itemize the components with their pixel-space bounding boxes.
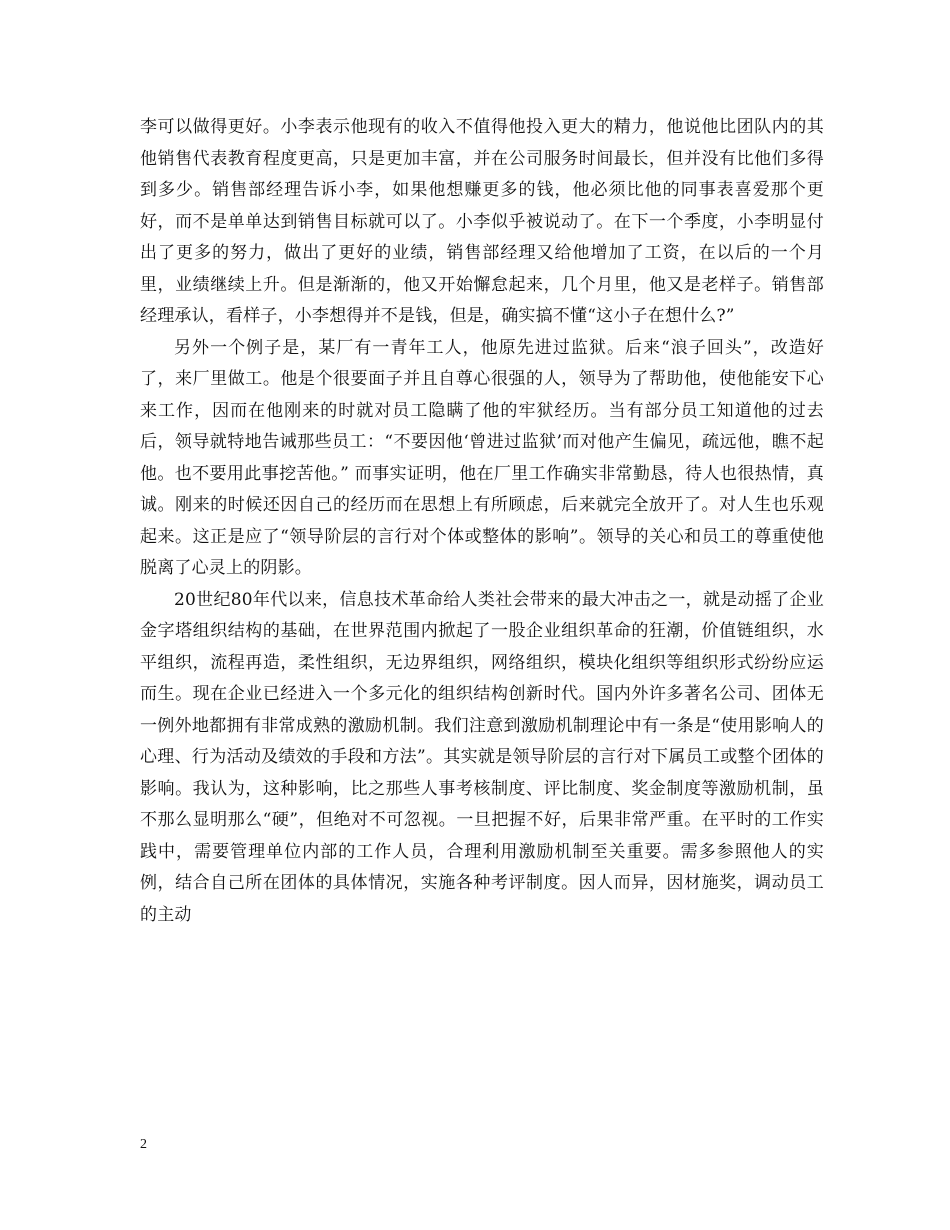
paragraph-continued: 李可以做得更好。小李表示他现有的收入不值得他投入更大的精力，他说他比团队内的其他销售代表教育程度更高，只是更加丰富，并在公司服务时间最长，但并没有比他们多得到多少。销售部经理告诉小李，如果他想赚更多的钱，他必须比他的同事表喜爱那个更好，而不是单单达到销售目标就可以了。小李似乎被说动了。在下一个季度，小李明显付出了更多的努力，做出了更好的业绩，销售部经理又给他增加了工资，在以后的一个月里，业绩继续上升。但是渐渐的，他又开始懈怠起来，几个月里，他又是老样子。销售部经理承认，看样子，小李想得并不是钱，但是，确实搞不懂“这小子在想什么?”	[140, 117, 824, 326]
page-number: 2	[140, 1137, 147, 1152]
paragraph-org-structure: 20世纪80年代以来，信息技术革命给人类社会带来的最大冲击之一，就是动摇了企业金字塔组织结构的基础，在世界范围内掀起了一股企业组织革命的狂潮，价值链组织，水平组织，流程再造，柔性组织，无边界组织，网络组织，模块化组织等组织形式纷纷应运而生。现在企业已经进入一个多元化的组织结构创新时代。国内外许多著名公司、团体无一例外地都拥有非常成熟的激励机制。我们注意到激励机制理论中有一条是“使用影响人的心理、行为活动及绩效的手段和方法”。其实就是领导阶层的言行对下属员工或整个团体的影响。我认为，这种影响，比之那些人事考核制度、评比制度、奖金制度等激励机制，虽不那么显明那么“硬”，但绝对不可忽视。一旦把握不好，后果非常严重。在平时的工作实践中，需要管理单位内部的工作人员，合理利用激励机制至关重要。需多参照他人的实例，结合自己所在团体的具体情况，实施各种考评制度。因人而异，因材施奖，调动员工的主动	[140, 589, 824, 925]
paragraph-worker-example: 另外一个例子是，某厂有一青年工人，他原先进过监狱。后来“浪子回头”，改造好了，来厂里做工。他是个很要面子并且自尊心很强的人，领导为了帮助他，使他能安下心来工作，因而在他刚来的时就对员工隐瞒了他的牢狱经历。当有部分员工知道他的过去后，领导就特地告诫那些员工：“不要因他‘曾进过监狱’而对他产生偏见，疏远他，瞧不起他。也不要用此事挖苦他。” 而事实证明，他在厂里工作确实非常勤恳，待人也很热情，真诚。刚来的时候还因自己的经历而在思想上有所顾虑，后来就完全放开了。对人生也乐观起来。这正是应了“领导阶层的言行对个体或整体的影响”。领导的关心和员工的尊重使他脱离了心灵上的阴影。	[140, 337, 824, 578]
body-text	[140, 112, 824, 931]
